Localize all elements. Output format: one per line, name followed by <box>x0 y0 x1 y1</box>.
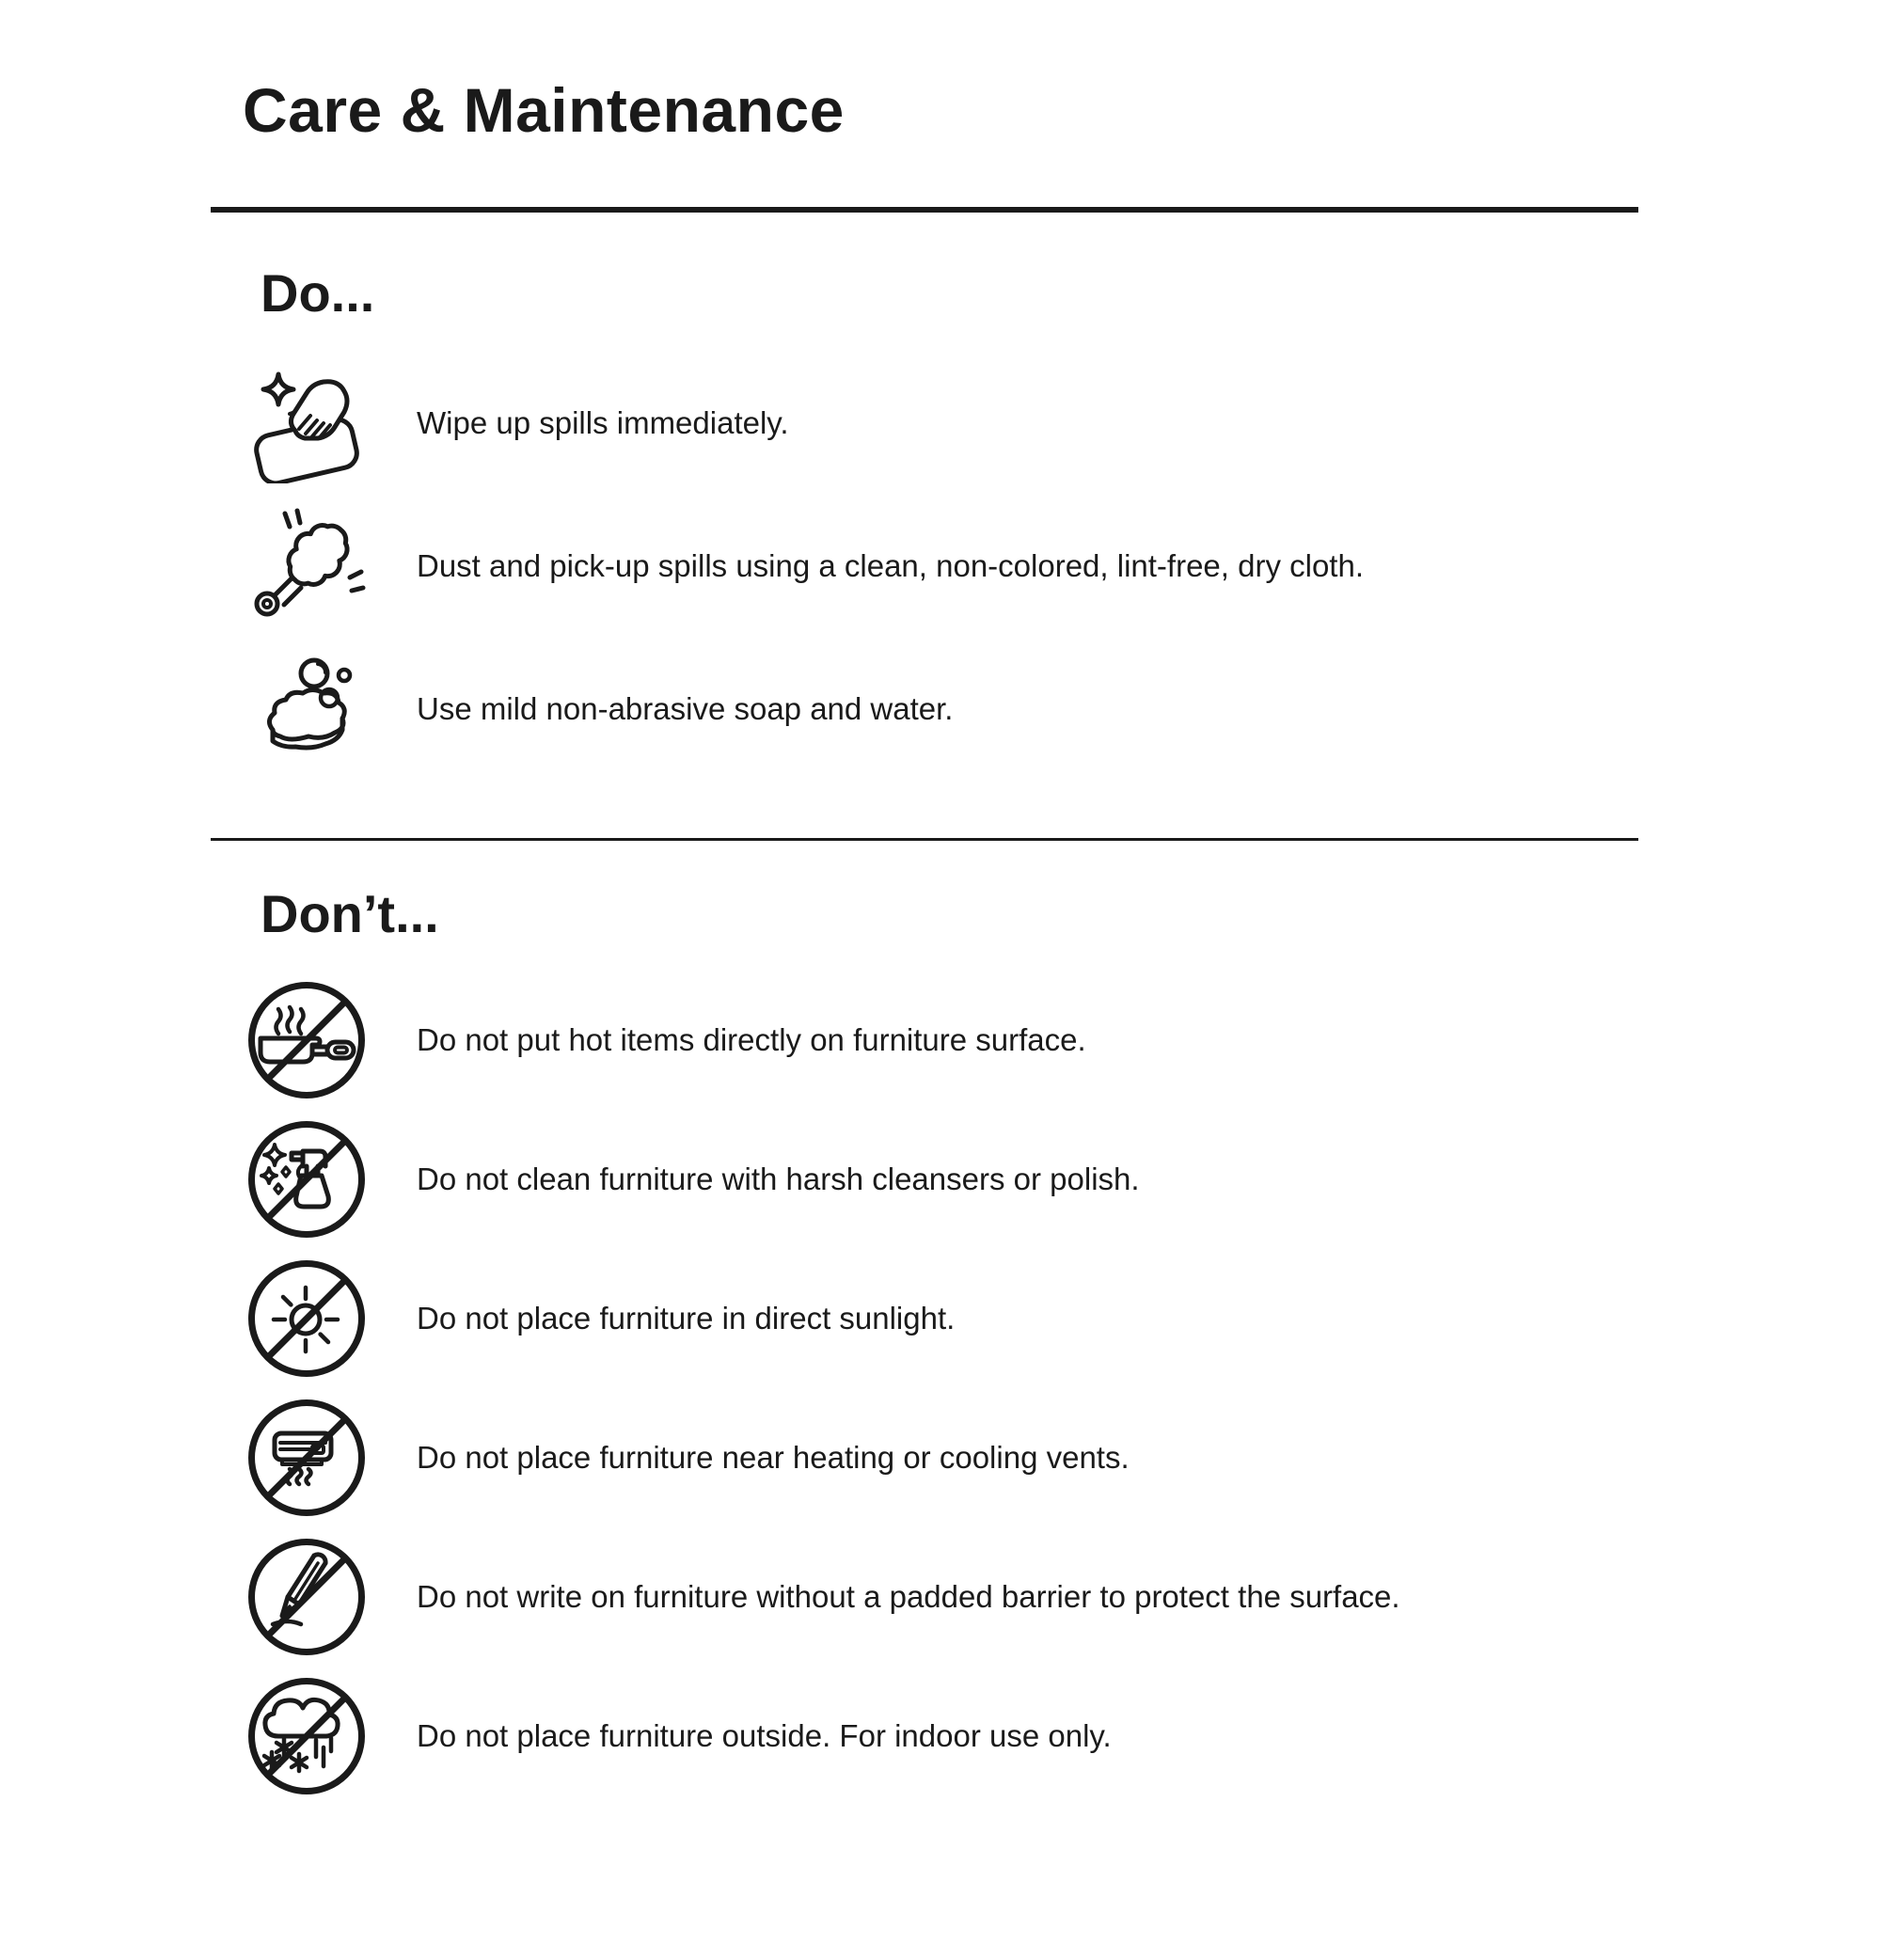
section-divider <box>211 838 1638 841</box>
do-section-heading: Do... <box>261 263 375 323</box>
dont-icon-cell <box>246 980 367 1100</box>
do-icon-cell <box>246 506 367 626</box>
title-divider <box>211 207 1638 213</box>
do-item-text: Dust and pick-up spills using a clean, non-colored, lint-free, dry cloth. <box>417 548 1364 584</box>
do-item-wipe-spills <box>0 352 1881 495</box>
dont-item-harsh-cleansers <box>0 1110 1881 1249</box>
dont-item-text: Do not write on furniture without a padded barrier to protect the surface. <box>417 1579 1400 1615</box>
dont-item-text: Do not place furniture near heating or cooling vents. <box>417 1440 1130 1476</box>
dont-section-heading: Don’t... <box>261 884 439 943</box>
do-items-list <box>0 352 1881 781</box>
care-maintenance-page <box>0 75 1881 1806</box>
dont-icon-cell <box>246 1258 367 1379</box>
dont-icon-cell <box>246 1676 367 1796</box>
hand-wipe-icon <box>246 363 367 483</box>
dont-item-hot-items <box>0 971 1881 1110</box>
dont-item-text: Do not put hot items directly on furniture surface. <box>417 1022 1086 1058</box>
dont-icon-cell <box>246 1398 367 1518</box>
do-item-dust <box>0 495 1881 638</box>
no-writing-icon <box>246 1537 367 1657</box>
dont-item-text: Do not place furniture outside. For indoor use only. <box>417 1718 1112 1754</box>
do-item-text: Use mild non-abrasive soap and water. <box>417 691 954 727</box>
dont-item-text: Do not place furniture in direct sunlight. <box>417 1301 956 1336</box>
no-outdoor-use-icon <box>246 1676 367 1796</box>
no-heating-vents-icon <box>246 1398 367 1518</box>
no-hot-items-icon <box>246 980 367 1100</box>
soap-icon <box>246 649 367 769</box>
dont-icon-cell <box>246 1537 367 1657</box>
dont-item-outdoor-use <box>0 1667 1881 1806</box>
page-title: Care & Maintenance <box>243 75 845 145</box>
no-harsh-cleansers-icon <box>246 1119 367 1240</box>
dont-items-list <box>0 971 1881 1806</box>
dont-item-heating-vents <box>0 1388 1881 1527</box>
dont-item-writing <box>0 1527 1881 1667</box>
do-icon-cell <box>246 649 367 769</box>
do-icon-cell <box>246 363 367 483</box>
no-direct-sunlight-icon <box>246 1258 367 1379</box>
dont-item-direct-sunlight <box>0 1249 1881 1388</box>
dont-icon-cell <box>246 1119 367 1240</box>
dont-item-text: Do not clean furniture with harsh cleansers or polish. <box>417 1162 1140 1197</box>
duster-icon <box>246 506 367 626</box>
do-item-soap <box>0 638 1881 781</box>
do-item-text: Wipe up spills immediately. <box>417 405 789 441</box>
